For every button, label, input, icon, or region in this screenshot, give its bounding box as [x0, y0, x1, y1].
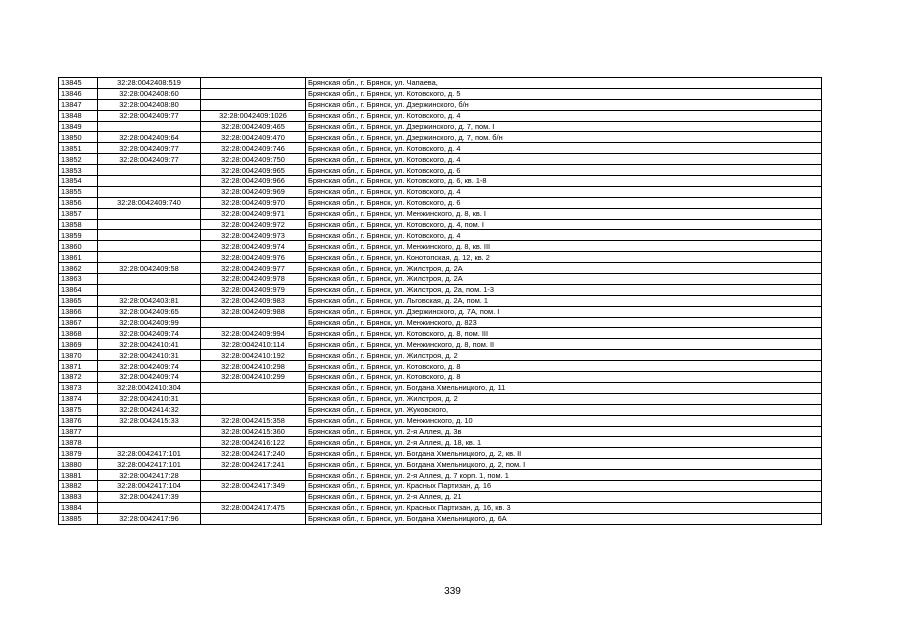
parcel-cadastral-number-cell: 32:28:0042409:77 — [98, 154, 201, 165]
object-cadastral-number-cell: 32:28:0042409:994 — [201, 328, 306, 339]
parcel-cadastral-number-cell: 32:28:0042414:32 — [98, 404, 201, 415]
table-row — [59, 230, 822, 241]
object-cadastral-number-cell — [201, 470, 306, 481]
row-number-cell: 13883 — [59, 491, 98, 502]
row-number-cell: 13846 — [59, 88, 98, 99]
object-cadastral-number-cell: 32:28:0042409:973 — [201, 230, 306, 241]
table-row — [59, 186, 822, 197]
row-number-cell: 13850 — [59, 132, 98, 143]
parcel-cadastral-number-cell: 32:28:0042409:65 — [98, 306, 201, 317]
address-cell: Брянская обл., г. Брянск, ул. Менжинского, д. 8, кв. I — [306, 208, 822, 219]
table-row — [59, 99, 822, 110]
table-row — [59, 252, 822, 263]
table-row — [59, 284, 822, 295]
table-row — [59, 121, 822, 132]
object-cadastral-number-cell: 32:28:0042415:360 — [201, 426, 306, 437]
parcel-cadastral-number-cell: 32:28:0042417:104 — [98, 480, 201, 491]
address-cell: Брянская обл., г. Брянск, ул. 2-я Аллея, д. 3в — [306, 426, 822, 437]
address-cell: Брянская обл., г. Брянск, ул. Богдана Хмельницкого, д. 6А — [306, 513, 822, 524]
object-cadastral-number-cell: 32:28:0042409:974 — [201, 241, 306, 252]
address-cell: Брянская обл., г. Брянск, ул. Котовского, д. 8, пом. III — [306, 328, 822, 339]
row-number-cell: 13862 — [59, 263, 98, 274]
object-cadastral-number-cell: 32:28:0042409:969 — [201, 186, 306, 197]
parcel-cadastral-number-cell — [98, 121, 201, 132]
address-cell: Брянская обл., г. Брянск, ул. Дзержинского, б/н — [306, 99, 822, 110]
table-row — [59, 361, 822, 372]
object-cadastral-number-cell: 32:28:0042417:349 — [201, 480, 306, 491]
row-number-cell: 13857 — [59, 208, 98, 219]
row-number-cell: 13880 — [59, 459, 98, 470]
row-number-cell: 13845 — [59, 78, 98, 89]
row-number-cell: 13875 — [59, 404, 98, 415]
table-row — [59, 143, 822, 154]
table-row — [59, 372, 822, 383]
table-row — [59, 132, 822, 143]
parcel-cadastral-number-cell: 32:28:0042417:96 — [98, 513, 201, 524]
parcel-cadastral-number-cell: 32:28:0042409:77 — [98, 143, 201, 154]
table-row — [59, 110, 822, 121]
row-number-cell: 13847 — [59, 99, 98, 110]
address-cell: Брянская обл., г. Брянск, ул. Котовского, д. 5 — [306, 88, 822, 99]
address-cell: Брянская обл., г. Брянск, ул. Котовского, д. 4, пом. I — [306, 219, 822, 230]
address-cell: Брянская обл., г. Брянск, ул. Котовского, д. 4 — [306, 230, 822, 241]
row-number-cell: 13869 — [59, 339, 98, 350]
table-row — [59, 154, 822, 165]
parcel-cadastral-number-cell: 32:28:0042410:31 — [98, 393, 201, 404]
object-cadastral-number-cell: 32:28:0042409:746 — [201, 143, 306, 154]
parcel-cadastral-number-cell — [98, 165, 201, 176]
parcel-cadastral-number-cell: 32:28:0042409:74 — [98, 361, 201, 372]
table-row — [59, 393, 822, 404]
page-number: 339 — [444, 586, 461, 597]
address-cell: Брянская обл., г. Брянск, ул. Льговская, д. 2А, пом. 1 — [306, 295, 822, 306]
parcel-cadastral-number-cell: 32:28:0042409:77 — [98, 110, 201, 121]
object-cadastral-number-cell: 32:28:0042409:971 — [201, 208, 306, 219]
address-cell: Брянская обл., г. Брянск, ул. 2-я Аллея, д. 21 — [306, 491, 822, 502]
table-row — [59, 219, 822, 230]
table-row — [59, 317, 822, 328]
object-cadastral-number-cell: 32:28:0042410:298 — [201, 361, 306, 372]
parcel-cadastral-number-cell: 32:28:0042403:81 — [98, 295, 201, 306]
object-cadastral-number-cell: 32:28:0042409:976 — [201, 252, 306, 263]
table-row — [59, 328, 822, 339]
address-cell: Брянская обл., г. Брянск, ул. Котовского, д. 4 — [306, 110, 822, 121]
row-number-cell: 13860 — [59, 241, 98, 252]
address-cell: Брянская обл., г. Брянск, ул. Жилстроя, д. 2 — [306, 350, 822, 361]
address-cell: Брянская обл., г. Брянск, ул. Котовского, д. 4 — [306, 154, 822, 165]
object-cadastral-number-cell: 32:28:0042409:1026 — [201, 110, 306, 121]
object-cadastral-number-cell: 32:28:0042409:978 — [201, 274, 306, 285]
row-number-cell: 13855 — [59, 186, 98, 197]
table-row — [59, 208, 822, 219]
table-row — [59, 491, 822, 502]
address-cell: Брянская обл., г. Брянск, ул. Чапаева, — [306, 78, 822, 89]
parcel-cadastral-number-cell: 32:28:0042417:39 — [98, 491, 201, 502]
row-number-cell: 13853 — [59, 165, 98, 176]
registry-table-body — [59, 78, 822, 525]
address-cell: Брянская обл., г. Брянск, ул. Котовского, д. 6 — [306, 197, 822, 208]
address-cell: Брянская обл., г. Брянск, ул. Красных Партизан, д. 16, кв. 3 — [306, 502, 822, 513]
parcel-cadastral-number-cell — [98, 502, 201, 513]
parcel-cadastral-number-cell: 32:28:0042408:519 — [98, 78, 201, 89]
address-cell: Брянская обл., г. Брянск, ул. Богдана Хмельницкого, д. 2, пом. I — [306, 459, 822, 470]
parcel-cadastral-number-cell — [98, 241, 201, 252]
parcel-cadastral-number-cell — [98, 219, 201, 230]
object-cadastral-number-cell — [201, 99, 306, 110]
row-number-cell: 13866 — [59, 306, 98, 317]
object-cadastral-number-cell: 32:28:0042410:299 — [201, 372, 306, 383]
row-number-cell: 13881 — [59, 470, 98, 481]
parcel-cadastral-number-cell: 32:28:0042417:101 — [98, 459, 201, 470]
object-cadastral-number-cell: 32:28:0042410:192 — [201, 350, 306, 361]
object-cadastral-number-cell — [201, 88, 306, 99]
parcel-cadastral-number-cell: 32:28:0042409:74 — [98, 328, 201, 339]
object-cadastral-number-cell: 32:28:0042409:465 — [201, 121, 306, 132]
address-cell: Брянская обл., г. Брянск, ул. Жилстроя, д. 2А — [306, 274, 822, 285]
row-number-cell: 13854 — [59, 176, 98, 187]
row-number-cell: 13870 — [59, 350, 98, 361]
object-cadastral-number-cell — [201, 393, 306, 404]
object-cadastral-number-cell: 32:28:0042409:988 — [201, 306, 306, 317]
row-number-cell: 13877 — [59, 426, 98, 437]
parcel-cadastral-number-cell — [98, 274, 201, 285]
row-number-cell: 13874 — [59, 393, 98, 404]
row-number-cell: 13865 — [59, 295, 98, 306]
address-cell: Брянская обл., г. Брянск, ул. Жилстроя, д. 2А — [306, 263, 822, 274]
object-cadastral-number-cell — [201, 382, 306, 393]
address-cell: Брянская обл., г. Брянск, ул. Жилстроя, д. 2а, пом. 1-3 — [306, 284, 822, 295]
row-number-cell: 13864 — [59, 284, 98, 295]
row-number-cell: 13873 — [59, 382, 98, 393]
table-row — [59, 78, 822, 89]
address-cell: Брянская обл., г. Брянск, ул. Красных Партизан, д. 16 — [306, 480, 822, 491]
parcel-cadastral-number-cell: 32:28:0042417:101 — [98, 448, 201, 459]
address-cell: Брянская обл., г. Брянск, ул. Дзержинского, д. 7, пом. I — [306, 121, 822, 132]
table-row — [59, 459, 822, 470]
address-cell: Брянская обл., г. Брянск, ул. Котовского, д. 4 — [306, 143, 822, 154]
object-cadastral-number-cell: 32:28:0042409:966 — [201, 176, 306, 187]
parcel-cadastral-number-cell — [98, 186, 201, 197]
table-row — [59, 437, 822, 448]
parcel-cadastral-number-cell — [98, 252, 201, 263]
table-row — [59, 263, 822, 274]
registry-table — [58, 77, 822, 525]
object-cadastral-number-cell: 32:28:0042409:965 — [201, 165, 306, 176]
table-row — [59, 339, 822, 350]
table-row — [59, 295, 822, 306]
parcel-cadastral-number-cell: 32:28:0042409:99 — [98, 317, 201, 328]
address-cell: Брянская обл., г. Брянск, ул. Котовского, д. 8 — [306, 361, 822, 372]
object-cadastral-number-cell: 32:28:0042409:972 — [201, 219, 306, 230]
object-cadastral-number-cell — [201, 491, 306, 502]
parcel-cadastral-number-cell: 32:28:0042417:28 — [98, 470, 201, 481]
address-cell: Брянская обл., г. Брянск, ул. 2-я Аллея, д. 7 корп. 1, пом. 1 — [306, 470, 822, 481]
table-row — [59, 480, 822, 491]
address-cell: Брянская обл., г. Брянск, ул. Жилстроя, д. 2 — [306, 393, 822, 404]
parcel-cadastral-number-cell — [98, 426, 201, 437]
parcel-cadastral-number-cell — [98, 208, 201, 219]
row-number-cell: 13859 — [59, 230, 98, 241]
table-row — [59, 241, 822, 252]
row-number-cell: 13856 — [59, 197, 98, 208]
table-row — [59, 88, 822, 99]
parcel-cadastral-number-cell — [98, 230, 201, 241]
parcel-cadastral-number-cell: 32:28:0042409:740 — [98, 197, 201, 208]
table-row — [59, 448, 822, 459]
address-cell: Брянская обл., г. Брянск, ул. Менжинского, д. 8, кв. III — [306, 241, 822, 252]
parcel-cadastral-number-cell — [98, 284, 201, 295]
address-cell: Брянская обл., г. Брянск, ул. Жуковского, — [306, 404, 822, 415]
row-number-cell: 13849 — [59, 121, 98, 132]
parcel-cadastral-number-cell: 32:28:0042408:80 — [98, 99, 201, 110]
row-number-cell: 13868 — [59, 328, 98, 339]
table-row — [59, 165, 822, 176]
row-number-cell: 13872 — [59, 372, 98, 383]
parcel-cadastral-number-cell: 32:28:0042408:60 — [98, 88, 201, 99]
object-cadastral-number-cell: 32:28:0042409:470 — [201, 132, 306, 143]
row-number-cell: 13851 — [59, 143, 98, 154]
table-row — [59, 502, 822, 513]
parcel-cadastral-number-cell: 32:28:0042410:31 — [98, 350, 201, 361]
object-cadastral-number-cell: 32:28:0042409:970 — [201, 197, 306, 208]
row-number-cell: 13852 — [59, 154, 98, 165]
object-cadastral-number-cell — [201, 513, 306, 524]
address-cell: Брянская обл., г. Брянск, ул. 2-я Аллея, д. 18, кв. 1 — [306, 437, 822, 448]
table-row — [59, 415, 822, 426]
address-cell: Брянская обл., г. Брянск, ул. Котовского, д. 4 — [306, 186, 822, 197]
object-cadastral-number-cell — [201, 404, 306, 415]
row-number-cell: 13878 — [59, 437, 98, 448]
parcel-cadastral-number-cell: 32:28:0042410:304 — [98, 382, 201, 393]
object-cadastral-number-cell: 32:28:0042417:241 — [201, 459, 306, 470]
row-number-cell: 13863 — [59, 274, 98, 285]
address-cell: Брянская обл., г. Брянск, ул. Менжинского, д. 8, пом. II — [306, 339, 822, 350]
object-cadastral-number-cell — [201, 78, 306, 89]
object-cadastral-number-cell: 32:28:0042417:240 — [201, 448, 306, 459]
row-number-cell: 13884 — [59, 502, 98, 513]
table-row — [59, 350, 822, 361]
row-number-cell: 13871 — [59, 361, 98, 372]
row-number-cell: 13861 — [59, 252, 98, 263]
object-cadastral-number-cell: 32:28:0042409:977 — [201, 263, 306, 274]
table-row — [59, 306, 822, 317]
row-number-cell: 13867 — [59, 317, 98, 328]
address-cell: Брянская обл., г. Брянск, ул. Дзержинского, д. 7, пом. б/н — [306, 132, 822, 143]
table-row — [59, 470, 822, 481]
address-cell: Брянская обл., г. Брянск, ул. Богдана Хмельницкого, д. 2, кв. II — [306, 448, 822, 459]
parcel-cadastral-number-cell: 32:28:0042409:64 — [98, 132, 201, 143]
object-cadastral-number-cell: 32:28:0042409:750 — [201, 154, 306, 165]
row-number-cell: 13858 — [59, 219, 98, 230]
object-cadastral-number-cell: 32:28:0042415:358 — [201, 415, 306, 426]
object-cadastral-number-cell: 32:28:0042417:475 — [201, 502, 306, 513]
row-number-cell: 13885 — [59, 513, 98, 524]
object-cadastral-number-cell — [201, 317, 306, 328]
row-number-cell: 13879 — [59, 448, 98, 459]
parcel-cadastral-number-cell: 32:28:0042409:58 — [98, 263, 201, 274]
object-cadastral-number-cell: 32:28:0042410:114 — [201, 339, 306, 350]
address-cell: Брянская обл., г. Брянск, ул. Менжинского, д. 823 — [306, 317, 822, 328]
parcel-cadastral-number-cell: 32:28:0042409:74 — [98, 372, 201, 383]
address-cell: Брянская обл., г. Брянск, ул. Котовского, д. 6 — [306, 165, 822, 176]
address-cell: Брянская обл., г. Брянск, ул. Конотопская, д. 12, кв. 2 — [306, 252, 822, 263]
address-cell: Брянская обл., г. Брянск, ул. Богдана Хмельницкого, д. 11 — [306, 382, 822, 393]
address-cell: Брянская обл., г. Брянск, ул. Менжинского, д. 10 — [306, 415, 822, 426]
object-cadastral-number-cell: 32:28:0042416:122 — [201, 437, 306, 448]
row-number-cell: 13882 — [59, 480, 98, 491]
parcel-cadastral-number-cell: 32:28:0042415:33 — [98, 415, 201, 426]
table-row — [59, 176, 822, 187]
object-cadastral-number-cell: 32:28:0042409:979 — [201, 284, 306, 295]
address-cell: Брянская обл., г. Брянск, ул. Котовского, д. 8 — [306, 372, 822, 383]
table-row — [59, 274, 822, 285]
parcel-cadastral-number-cell: 32:28:0042410:41 — [98, 339, 201, 350]
address-cell: Брянская обл., г. Брянск, ул. Котовского, д. 6, кв. 1-8 — [306, 176, 822, 187]
table-row — [59, 404, 822, 415]
object-cadastral-number-cell: 32:28:0042409:983 — [201, 295, 306, 306]
table-row — [59, 197, 822, 208]
table-row — [59, 426, 822, 437]
parcel-cadastral-number-cell — [98, 176, 201, 187]
row-number-cell: 13848 — [59, 110, 98, 121]
table-row — [59, 513, 822, 524]
parcel-cadastral-number-cell — [98, 437, 201, 448]
row-number-cell: 13876 — [59, 415, 98, 426]
table-row — [59, 382, 822, 393]
address-cell: Брянская обл., г. Брянск, ул. Дзержинского, д. 7А, пом. I — [306, 306, 822, 317]
